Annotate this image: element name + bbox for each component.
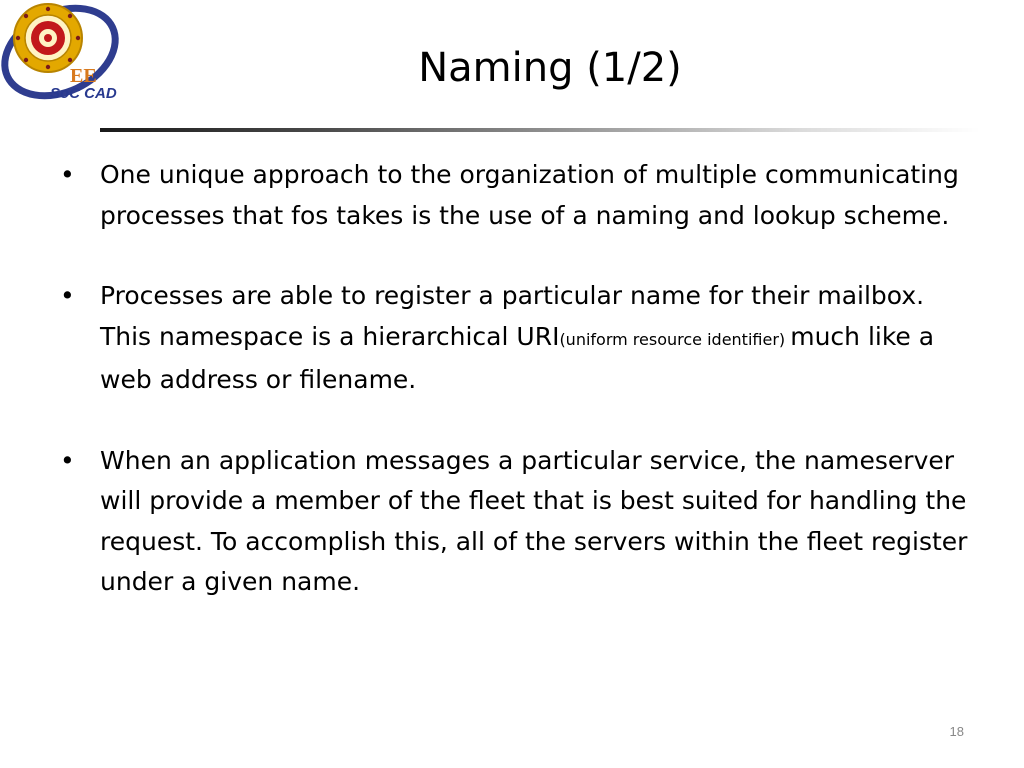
lab-logo (0, 0, 130, 108)
bullet-item (58, 441, 974, 603)
bullet-text: Processes are able to register a particular name for their mailbox. This namespace is a hierarchical URI (100, 281, 925, 351)
bullet-text: much like a web address or filename. (100, 321, 935, 394)
logo-soc-cad-text: SoC CAD (50, 85, 117, 102)
title-divider (100, 128, 980, 132)
bullet-item (58, 155, 974, 236)
bullet-icon: • (60, 281, 75, 310)
bullet-icon: • (60, 160, 75, 189)
page-number: 18 (949, 724, 964, 739)
bullet-item (58, 276, 974, 401)
bullet-text-note: (uniform resource identifier) (559, 329, 791, 349)
bullet-list (58, 155, 974, 603)
ncku-ee-soc-cad-logo (0, 0, 130, 108)
logo-ee-text: EE (70, 65, 97, 87)
bullet-icon: • (60, 445, 75, 475)
bullet-text: One unique approach to the organization of multiple communicating processes that fos takes is the use of a naming and lookup scheme. (100, 160, 959, 230)
slide-title: Naming (1/2) (418, 45, 682, 91)
bullet-text: When an application messages a particular service, the nameserver will provide a member of the fleet that is best suited for handling the request. To accomplish this, all of the servers within the fleet register under a given name. (100, 445, 968, 596)
